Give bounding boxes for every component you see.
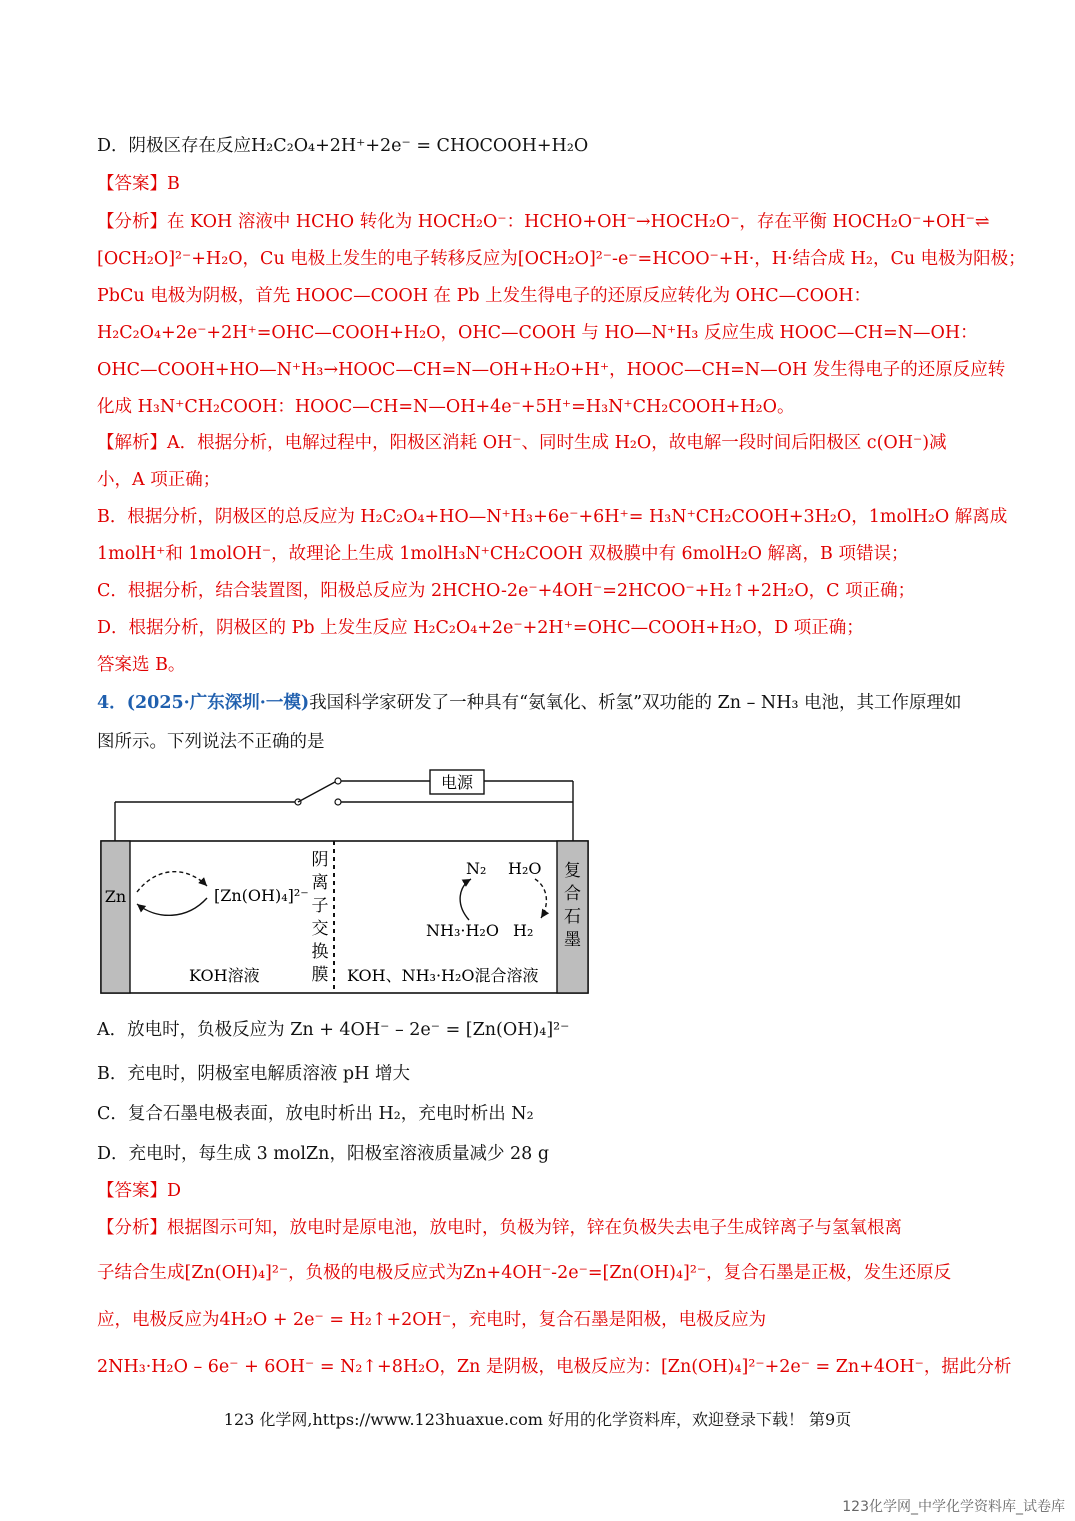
zincate-label: [Zn(OH)₄]²⁻ — [214, 886, 309, 905]
graphite-char-3: 石 — [564, 907, 581, 927]
zn-electrode — [101, 841, 130, 993]
question-number: 4． — [97, 693, 127, 713]
switch-lever — [298, 782, 335, 802]
analysis-line-2: [OCH₂O]²⁻+H₂O，Cu 电极上发生的电子转移反应为[OCH₂O]²⁻-e⁻=HCOO⁻+H·，H·结合成 H₂，Cu 电极为阳极； — [97, 249, 1026, 269]
analysis-line-5: OHC—COOH+HO—N⁺H₃→HOOC—CH=N—OH+H₂O+H⁺，HOOC—CH=N—OH 发生得电子的还原反应转 — [97, 360, 1006, 380]
question-4-stem-line-2: 图所示。下列说法不正确的是 — [97, 732, 325, 752]
page-footer: 123 化学网,https://www.123huaxue.com 好用的化学资料库，欢迎登录下载！ 第9页 — [223, 1410, 852, 1429]
explanation-line-4: 1molH⁺和 1molOH⁻，故理论上生成 1molH₃N⁺CH₂COOH 双极膜中有 6molH₂O 解离，B 项错误； — [97, 544, 909, 564]
membrane-char-1: 阴 — [311, 850, 329, 870]
watermark: 123化学网_中学化学资料库_试卷库 — [842, 1499, 1065, 1515]
explanation-line-3: B．根据分析，阴极区的总反应为 H₂C₂O₄+HO—N⁺H₃+6e⁻+6H⁺= H₃N⁺CH₂COOH+3H₂O，1molH₂O 解离成 — [97, 507, 1008, 527]
answer-q4: 【答案】D — [97, 1181, 182, 1201]
option-a: A．放电时，负极反应为 Zn + 4OH⁻ – 2e⁻ = [Zn(OH)₄]²⁻ — [97, 1020, 570, 1040]
question-source: (2025·广东深圳·一模) — [126, 693, 310, 713]
question-4-stem-line-1 — [97, 692, 997, 714]
power-source-label: 电源 — [440, 773, 474, 792]
analysis-line-1: 【分析】在 KOH 溶液中 HCHO 转化为 HOCH₂O⁻：HCHO+OH⁻→HOCH₂O⁻，存在平衡 HOCH₂O⁻+OH⁻⇌ — [97, 212, 990, 232]
analysis-q4-line-2: 子结合生成[Zn(OH)₄]²⁻，负极的电极反应式为Zn+4OH⁻-2e⁻=[Zn(OH)₄]²⁻，复合石墨是正极，发生还原反 — [97, 1263, 952, 1283]
membrane-char-4: 交 — [311, 919, 329, 939]
explanation-line-5: C．根据分析，结合装置图，阳极总反应为 2HCHO-2e⁻+4OH⁻=2HCOO⁻+H₂↑+2H₂O，C 项正确； — [97, 581, 916, 601]
explanation-line-6: D．根据分析，阴极区的 Pb 上发生反应 H₂C₂O₄+2e⁻+2H⁺=OHC—COOH+H₂O，D 项正确； — [97, 618, 864, 638]
question-stem-text: 我国科学家研发了一种具有“氨氧化、析氢”双功能的 Zn – NH₃ 电池，其工作原理如 — [309, 693, 962, 713]
analysis-q4-line-4: 2NH₃·H₂O – 6e⁻ + 6OH⁻ = N₂↑+8H₂O，Zn 是阴极，电极反应为：[Zn(OH)₄]²⁻+2e⁻ = Zn+4OH⁻，据此分析 — [97, 1357, 1012, 1377]
option-c: C．复合石墨电极表面，放电时析出 H₂，充电时析出 N₂ — [97, 1104, 534, 1124]
analysis-line-3: PbCu 电极为阴极，首先 HOOC—COOH 在 Pb 上发生得电子的还原反应转化为 OHC—COOH： — [97, 286, 872, 306]
explanation-line-2: 小，A 项正确； — [97, 470, 221, 490]
analysis-q4-line-1: 【分析】根据图示可知，放电时是原电池，放电时，负极为锌，锌在负极失去电子生成锌离子与氢氧根离 — [97, 1218, 902, 1238]
right-solution-label: KOH、NH₃·H₂O混合溶液 — [347, 966, 539, 985]
membrane-char-6: 膜 — [311, 965, 329, 985]
zn-electrode-label: Zn — [104, 887, 127, 906]
explanation-line-1: 【解析】A．根据分析，电解过程中，阳极区消耗 OH⁻、同时生成 H₂O，故电解一段时间后阳极区 c(OH⁻)减 — [97, 433, 947, 453]
option-d: D．充电时，每生成 3 molZn，阳极室溶液质量减少 28 g — [97, 1144, 550, 1164]
membrane-char-2: 离 — [311, 873, 329, 893]
nh3h2o-label: NH₃·H₂O — [426, 921, 499, 940]
graphite-char-2: 合 — [564, 884, 581, 904]
left-solution-label: KOH溶液 — [189, 966, 260, 985]
analysis-line-4: H₂C₂O₄+2e⁻+2H⁺=OHC—COOH+H₂O，OHC—COOH 与 HO—N⁺H₃ 反应生成 HOOC—CH=N—OH： — [97, 323, 978, 343]
analysis-line-6: 化成 H₃N⁺CH₂COOH：HOOC—CH=N—OH+4e⁻+5H⁺=H₃N⁺CH₂COOH+H₂O。 — [97, 397, 795, 417]
option-b: B．充电时，阴极室电解质溶液 pH 增大 — [97, 1064, 410, 1084]
answer-line: 【答案】B — [97, 174, 180, 194]
h2-label: H₂ — [513, 921, 534, 940]
analysis-q4-line-3: 应，电极反应为4H₂O + 2e⁻ = H₂↑+2OH⁻，充电时，复合石墨是阳极，电极反应为 — [97, 1310, 767, 1330]
answer-conclusion: 答案选 B。 — [97, 655, 186, 675]
graphite-char-1: 复 — [564, 861, 581, 881]
graphite-char-4: 墨 — [564, 930, 581, 950]
membrane-char-5: 换 — [311, 942, 329, 962]
n2-label: N₂ — [466, 859, 487, 878]
battery-diagram — [97, 768, 592, 1002]
option-d-line: D．阴极区存在反应H₂C₂O₄+2H⁺+2e⁻ = CHOCOOH+H₂O — [97, 136, 589, 156]
membrane-char-3: 子 — [311, 896, 329, 916]
h2o-label: H₂O — [508, 859, 542, 878]
